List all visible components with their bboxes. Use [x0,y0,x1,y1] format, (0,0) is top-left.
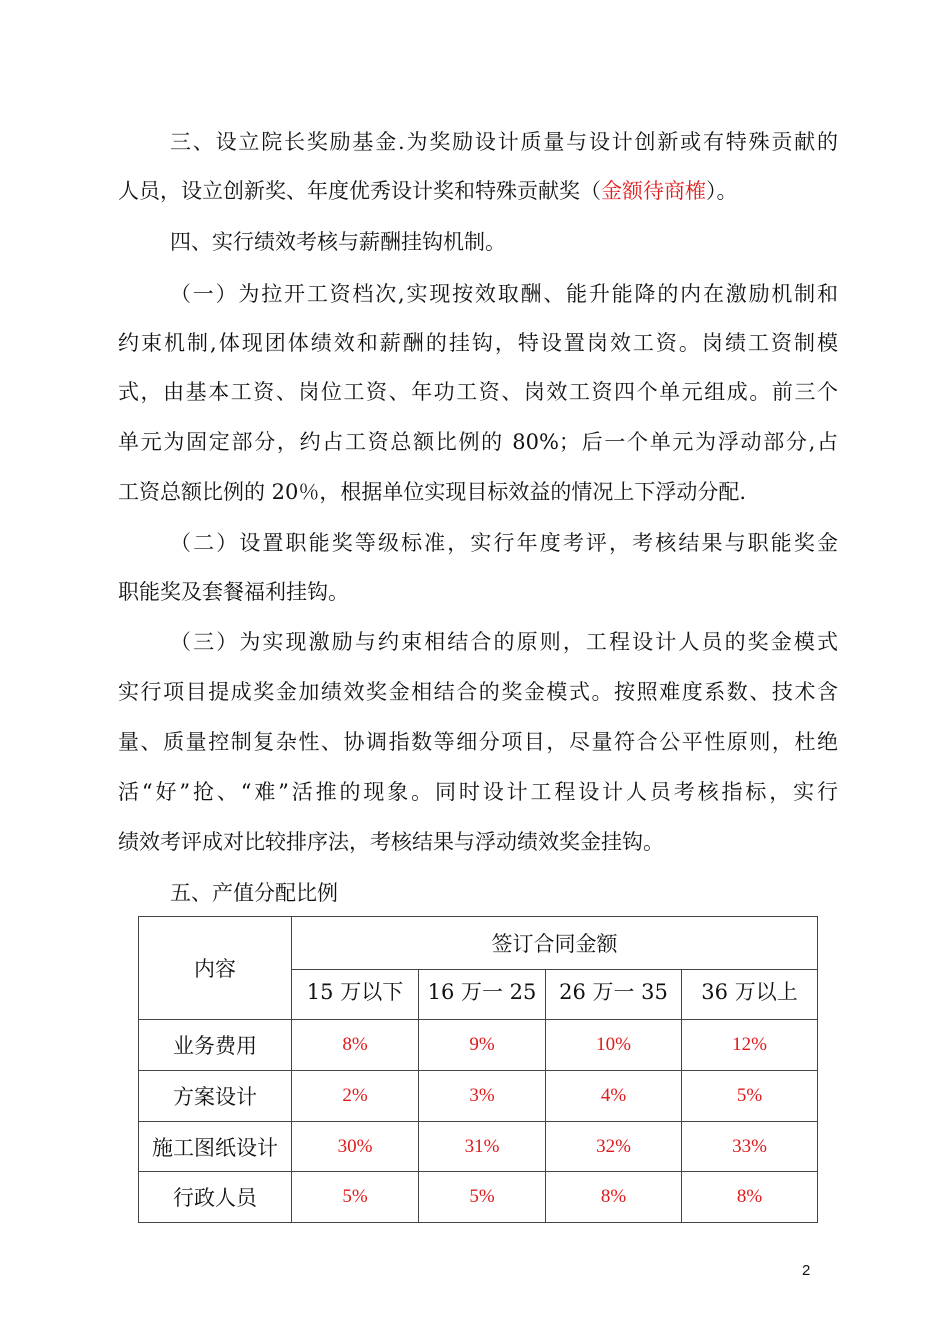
table-cell: 2% [292,1071,419,1122]
para-5-heading: 五、产值分配比例 [170,881,338,905]
table-cell: 9% [419,1020,546,1071]
table-cell: 8% [546,1172,682,1223]
column-header [292,970,419,1020]
column-header-label: 15 万以下 [306,980,404,1004]
output-distribution-table [138,916,818,1223]
table-cell: 4% [546,1071,682,1122]
table-cell: 8% [292,1020,419,1071]
column-header [419,970,546,1020]
row-label: 行政人员 [139,1172,292,1223]
table-row [139,1071,818,1122]
para-3-line-2-text: 人员，设立创新奖、年度优秀设计奖和特殊贡献奖（ [118,179,601,203]
header-contract-amount-cell: 签订合同金额 [292,917,818,970]
para-4-3-line-1: （三）为实现激励与约束相结合的原则，工程设计人员的奖金模式 [170,630,838,654]
table-row [139,1020,818,1071]
para-4-1-line-4: 单元为固定部分，约占工资总额比例的 80%；后一个单元为浮动部分,占 [118,430,838,454]
table-cell: 12% [682,1020,818,1071]
para-4-2-line-1: （二）设置职能奖等级标准，实行年度考评，考核结果与职能奖金 [170,531,838,555]
row-label: 方案设计 [139,1071,292,1122]
para-4-3-line-4: 活“好”抢、“难”活推的现象。同时设计工程设计人员考核指标，实行 [118,780,838,804]
table-row [139,1122,818,1172]
para-3-line-1: 三、设立院长奖励基金.为奖励设计质量与设计创新或有特殊贡献的 [170,130,838,154]
para-3-line-2 [118,177,838,205]
para-4-3-line-3: 量、质量控制复杂性、协调指数等细分项目，尽量符合公平性原则，杜绝 [118,730,838,754]
table-row [139,1172,818,1223]
amount-tbd-highlight: 金额待商榷 [601,179,706,203]
table-cell: 8% [682,1172,818,1223]
column-header-label: 36 万以上 [701,980,798,1004]
column-header [546,970,682,1020]
table-cell: 3% [419,1071,546,1122]
para-3-line-2-tail: ）。 [706,179,738,203]
page-number: 2 [802,1262,811,1279]
table-cell: 32% [546,1122,682,1172]
para-4-line-1: 四、实行绩效考核与薪酬挂钩机制。 [170,230,506,254]
table-cell: 31% [419,1122,546,1172]
table-cell: 5% [292,1172,419,1223]
table-cell: 30% [292,1122,419,1172]
para-4-2-line-2: 职能奖及套餐福利挂钩。 [118,580,349,604]
table-cell: 5% [419,1172,546,1223]
para-4-3-line-2: 实行项目提成奖金加绩效奖金相结合的奖金模式。按照难度系数、技术含 [118,680,838,704]
row-label: 施工图纸设计 [139,1122,292,1172]
para-4-1-line-2: 约束机制,体现团体绩效和薪酬的挂钩，特设置岗效工资。岗绩工资制模 [118,331,838,355]
para-4-1-line-5: 工资总额比例的 20％，根据单位实现目标效益的情况上下浮动分配. [118,480,747,504]
para-4-3-line-5: 绩效考评成对比较排序法，考核结果与浮动绩效奖金挂钩。 [118,830,664,854]
table-cell: 5% [682,1071,818,1122]
table-cell: 10% [546,1020,682,1071]
column-header-label: 16 万一 25 [427,980,537,1004]
row-label: 业务费用 [139,1020,292,1071]
column-header [682,970,818,1020]
table-cell: 33% [682,1122,818,1172]
table-header-row [139,917,818,970]
para-4-1-line-1: （一）为拉开工资档次,实现按效取酬、能升能降的内在激励机制和 [170,282,838,306]
header-content-cell: 内容 [139,917,292,1020]
column-header-label: 26 万一 35 [559,980,668,1004]
para-4-1-line-3: 式，由基本工资、岗位工资、年功工资、岗效工资四个单元组成。前三个 [118,380,838,404]
